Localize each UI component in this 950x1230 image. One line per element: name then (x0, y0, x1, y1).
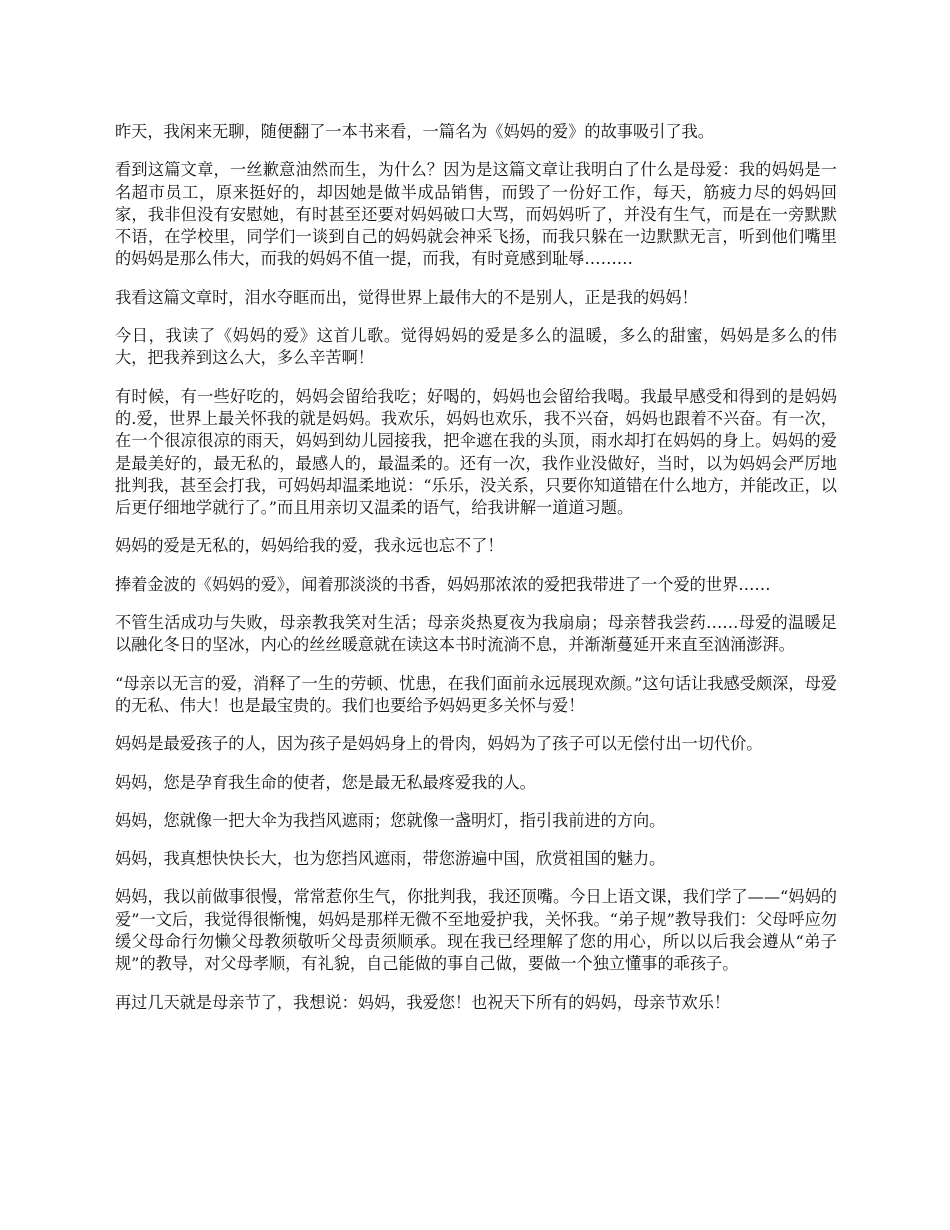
paragraph-3: 我看这篇文章时，泪水夺眶而出，觉得世界上最伟大的不是别人，正是我的妈妈！ (115, 287, 698, 307)
paragraph-4: 今日，我读了《妈妈的爱》这首儿歌。觉得妈妈的爱是多么的温暖，多么的甜蜜，妈妈是多么的伟大，把我养到这么大，多么辛苦啊！ (115, 326, 837, 368)
paragraph-9: “母亲以无言的爱，消释了一生的劳顿、忧患，在我们面前永远展现欢颜。”这句话让我感受颇深，母爱的无私、伟大！也是最宝贵的。我们也要给予妈妈更多关怀与爱！ (115, 673, 837, 715)
paragraph-10: 妈妈是最爱孩子的人，因为孩子是妈妈身上的骨肉，妈妈为了孩子可以无偿付出一切代价。 (115, 734, 763, 754)
paragraph-5: 有时候，有一些好吃的，妈妈会留给我吃；好喝的，妈妈也会留给我喝。我最早感受和得到的是妈妈的.爱，世界上最关怀我的就是妈妈。我欢乐，妈妈也欢乐，我不兴奋，妈妈也跟着不兴奋。有一次，在一个很凉很凉的雨天，妈妈到幼儿园接我，把伞遮在我的头顶，雨水却打在妈妈的身上。妈妈的爱是最美好的，最无私的，最感人的，最温柔的。还有一次，我作业没做好，当时，以为妈妈会严厉地批判我，甚至会打我，可妈妈却温柔地说：“乐乐，没关系，只要你知道错在什么地方，并能改正，以后更仔细地学就行了。”而且用亲切又温柔的语气，给我讲解一道道习题。 (115, 386, 837, 518)
paragraph-14: 妈妈，我以前做事很慢，常常惹你生气，你批判我，我还顶嘴。今日上语文课，我们学了——“妈妈的爱”一文后，我觉得很惭愧，妈妈是那样无微不至地爱护我，关怀我。“弟子规”教导我们：父母呼应勿缓父母命行勿懒父母教须敬听父母责须顺承。现在我已经理解了您的用心，所以以后我会遵从“弟子规”的教导，对父母孝顺，有礼貌，自己能做的事自己做，要做一个独立懂事的乖孩子。 (115, 887, 837, 974)
paragraph-15: 再过几天就是母亲节了，我想说：妈妈，我爱您！也祝天下所有的妈妈，母亲节欢乐！ (115, 992, 731, 1012)
paragraph-8: 不管生活成功与失败，母亲教我笑对生活；母亲炎热夏夜为我扇扇；母亲替我尝药……母爱的温暖足以融化冬日的坚冰，内心的丝丝暖意就在读这本书时流淌不息，并渐渐蔓延开来直至汹涌澎湃。 (115, 613, 837, 655)
paragraph-1: 昨天，我闲来无聊，随便翻了一本书来看，一篇名为《妈妈的爱》的故事吸引了我。 (115, 122, 714, 141)
paragraph-13: 妈妈，我真想快快长大，也为您挡风遮雨，带您游遍中国，欣赏祖国的魅力。 (115, 849, 666, 869)
paragraph-7: 捧着金波的《妈妈的爱》，闻着那淡淡的书香，妈妈那浓浓的爱把我带进了一个爱的世界…… (115, 574, 771, 594)
paragraph-2: 看到这篇文章，一丝歉意油然而生，为什么？因为是这篇文章让我明白了什么是母爱：我的妈妈是一名超市员工，原来挺好的，却因她是做半成品销售，而毁了一份好工作，每天，筋疲力尽的妈妈回家，我非但没有安慰她，有时甚至还要对妈妈破口大骂，而妈妈听了，并没有生气，而是在一旁默默不语，在学校里，同学们一谈到自己的妈妈就会神采飞扬，而我只躲在一边默默无言，听到他们嘴里的妈妈是那么伟大，而我的妈妈不值一提，而我，有时竟感到耻辱……… (115, 160, 837, 269)
paragraph-11: 妈妈，您是孕育我生命的使者，您是最无私最疼爱我的人。 (115, 772, 536, 792)
document-body (115, 121, 837, 1030)
paragraph-12: 妈妈，您就像一把大伞为我挡风遮雨；您就像一盏明灯，指引我前进的方向。 (115, 810, 666, 830)
paragraph-6: 妈妈的爱是无私的，妈妈给我的爱，我永远也忘不了！ (115, 536, 504, 556)
